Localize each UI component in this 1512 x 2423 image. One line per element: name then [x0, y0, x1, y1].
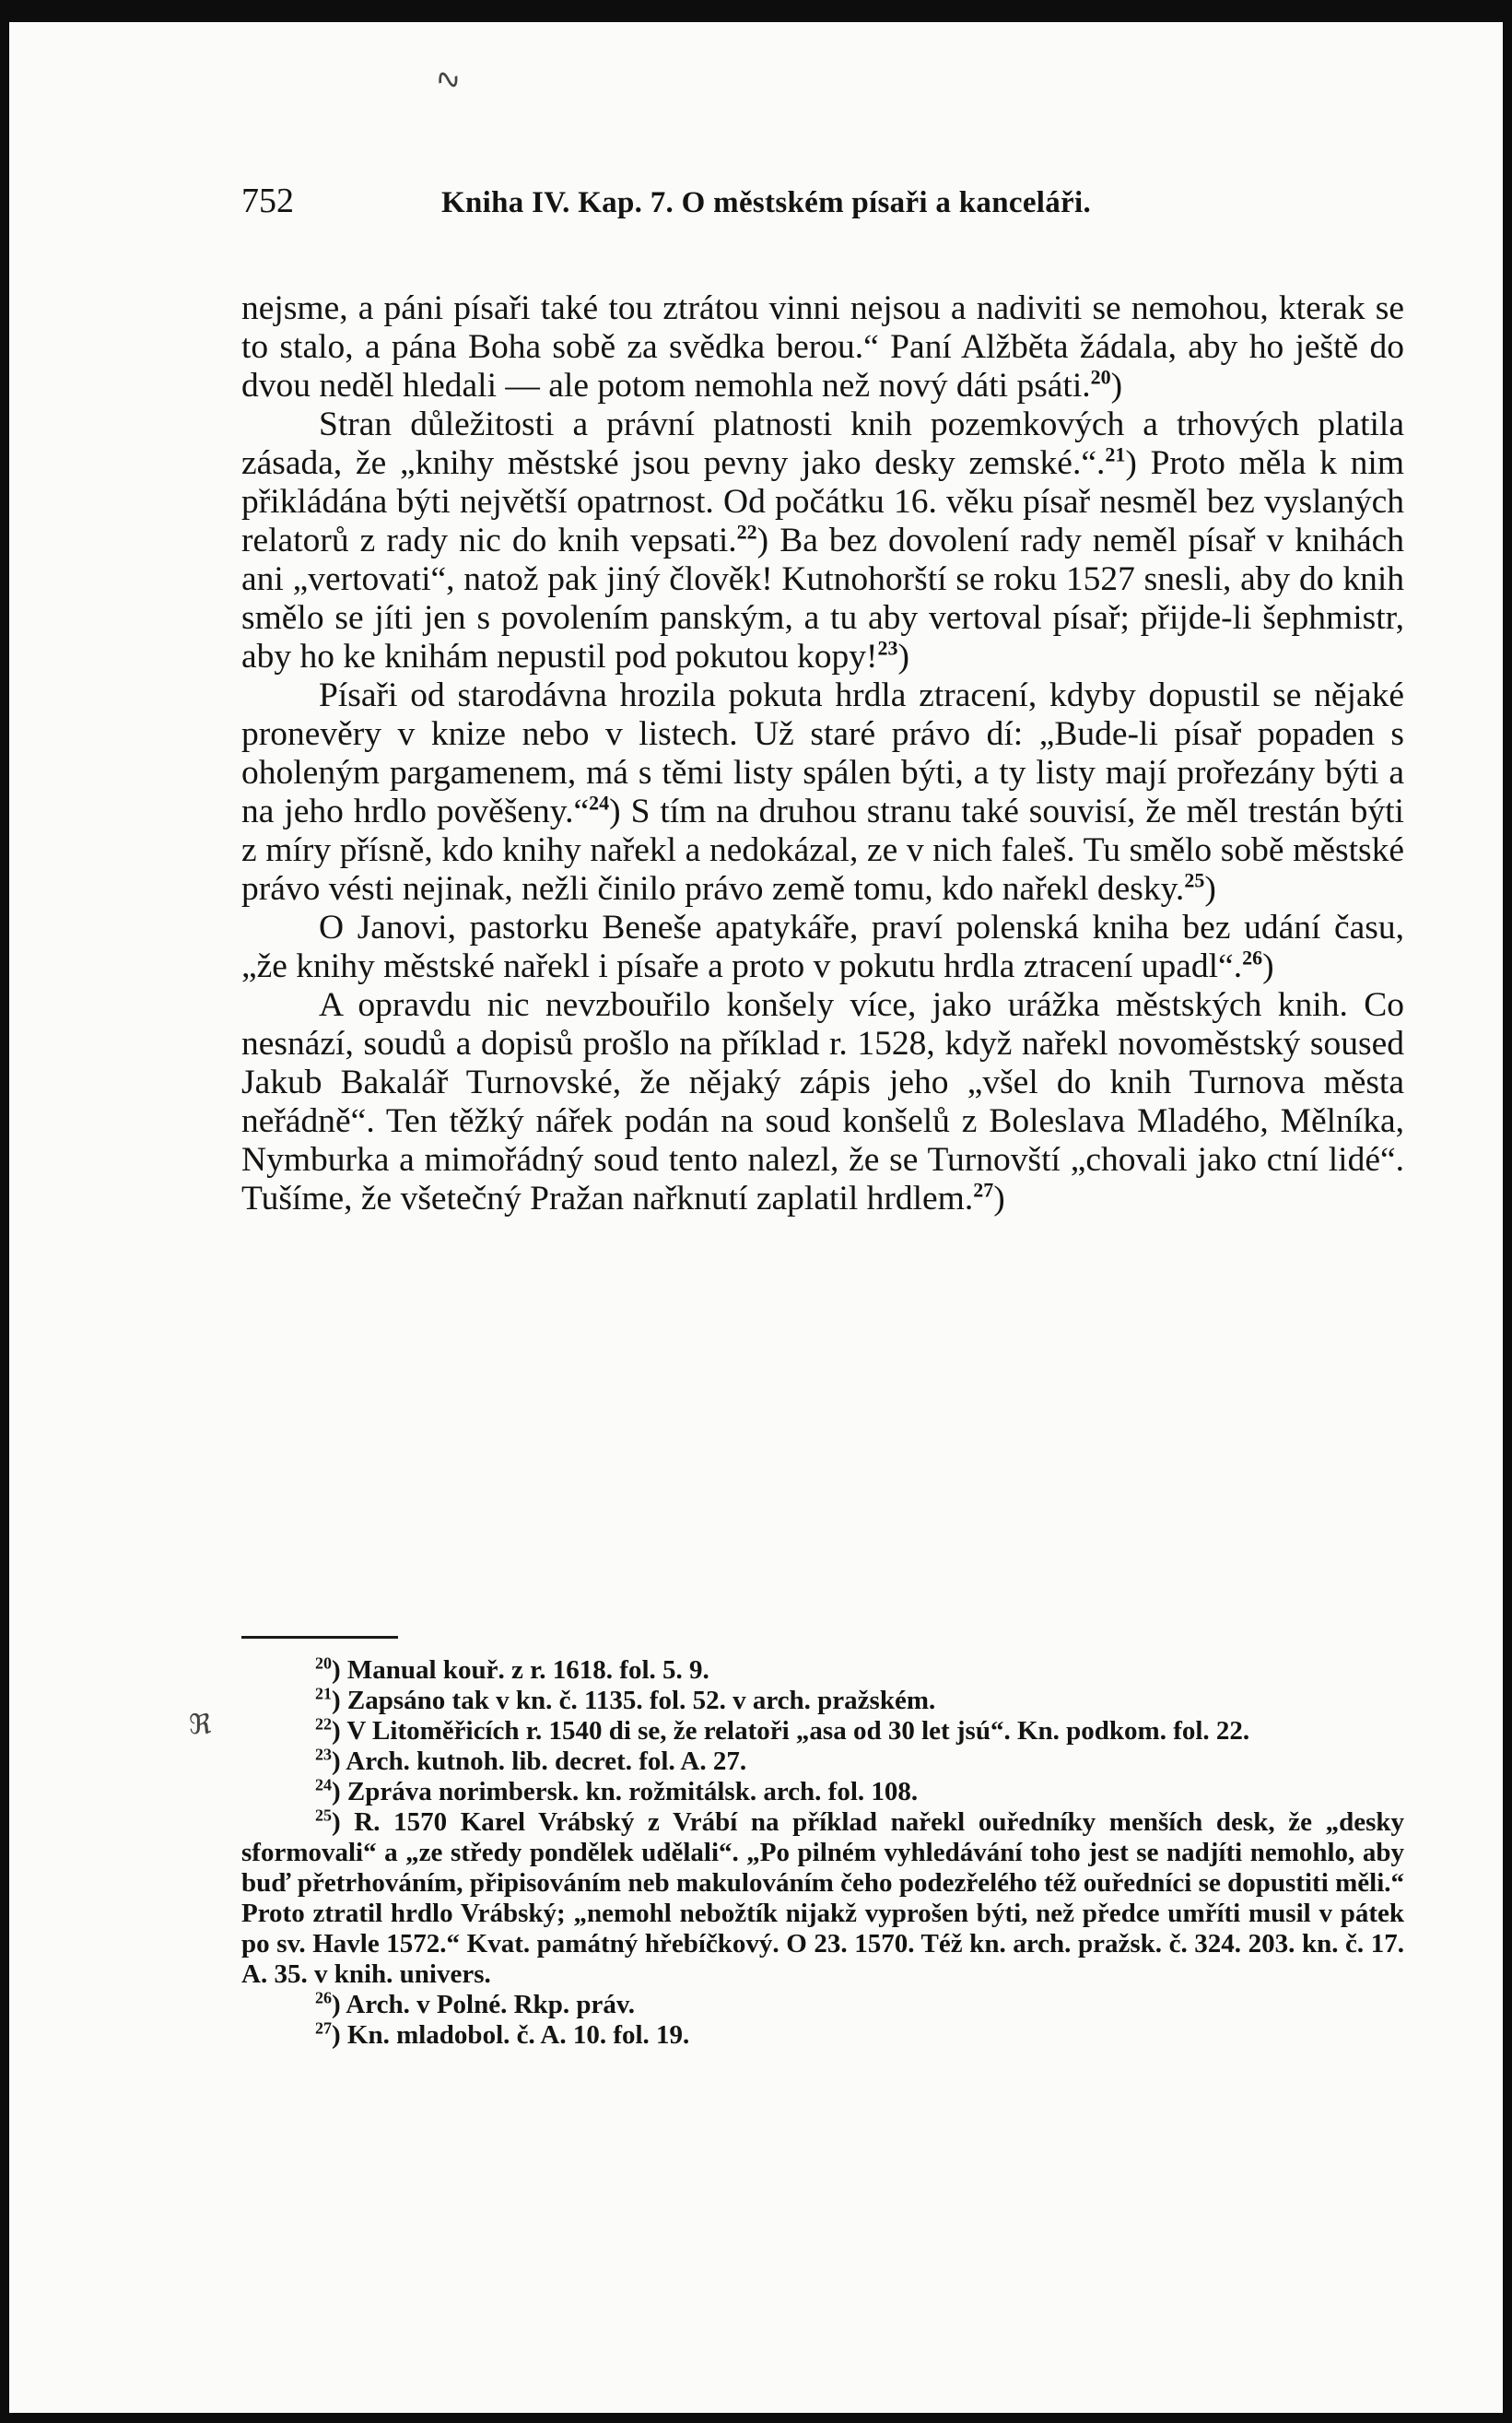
- paragraph-text: ): [1262, 947, 1274, 985]
- running-title: Kniha IV. Kap. 7. O městském písaři a kanceláři.: [441, 186, 1092, 219]
- footnote-number: 26: [315, 1988, 332, 2007]
- paragraph: [241, 676, 1404, 909]
- margin-mark: ℜ: [189, 1709, 212, 1741]
- footnote-text: ) Arch. kutnoh. lib. decret. fol. A. 27.: [332, 1747, 747, 1776]
- footnote-number: 20: [315, 1653, 332, 1673]
- footnote-number: 27: [315, 2018, 332, 2038]
- footnote-text: ) Zapsáno tak v kn. č. 1135. fol. 52. v arch. pražském.: [332, 1686, 936, 1715]
- book-page: [9, 22, 1503, 2413]
- paragraph: [241, 406, 1404, 676]
- paragraph: [241, 986, 1404, 1218]
- page-number: 752: [241, 182, 294, 220]
- footnote-text: ) V Litoměřicích r. 1540 di se, že relatoři „asa od 30 let jsú“. Kn. podkom. fol. 22.: [332, 1716, 1250, 1746]
- footnote-text: ) Zpráva norimbersk. kn. rožmitálsk. arch. fol. 108.: [332, 1777, 919, 1806]
- footnote-reference: 26: [1242, 946, 1263, 970]
- footnote-reference: 23: [877, 636, 898, 660]
- footnote-number: 21: [315, 1684, 332, 1703]
- footnote: [241, 1655, 1404, 1686]
- footnote-reference: 21: [1105, 442, 1126, 466]
- footnote-text: ) Kn. mladobol. č. A. 10. fol. 19.: [332, 2020, 690, 2050]
- paragraph-text: ) Ba bez dovolení rady neměl písař v knihách ani „vertovati“, natož pak jiný člověk! Kutnohorští se roku 1527 snesli, aby do knih smělo se jíti jen s povolením panským, a tu aby vertoval písař; přijde-li šephmistr, aby ho ke knihám nepustil pod pokutou kopy!: [241, 522, 1404, 676]
- paragraph-text: ): [1110, 367, 1123, 405]
- footnote-reference: 25: [1184, 868, 1205, 892]
- pencil-scribble-mark: ∿: [430, 57, 466, 101]
- footnote: [241, 1747, 1404, 1777]
- paragraph-text: ): [1204, 870, 1216, 908]
- footnote-divider: [241, 1636, 398, 1639]
- footnote-reference: 27: [973, 1178, 994, 1202]
- footnote-number: 24: [315, 1775, 332, 1794]
- paragraph: [241, 289, 1404, 406]
- footnote-reference: 24: [589, 791, 610, 815]
- footnote-number: 22: [315, 1714, 332, 1734]
- paragraph-text: O Janovi, pastorku Beneše apatykáře, praví polenská kniha bez udání času, „že knihy městské nařekl i písaře a proto v pokutu hrdla ztracení upadl“.: [241, 909, 1404, 985]
- paragraph-text: ) S tím na druhou stranu také souvisí, že měl trestán býti z míry přísně, kdo knihy nařekl a nedokázal, ze v nich faleš. Tu smělo sobě městské právo vésti nejinak, nežli činilo právo země tomu, kdo nařekl desky.: [241, 793, 1404, 908]
- paragraph-text: ) Proto měla k nim přikládána býti největší opatrnost. Od počátku 16. věku písař nesměl bez vyslaných relatorů z rady nic do knih vepsati.: [241, 444, 1404, 559]
- footnote-reference: 22: [736, 520, 757, 544]
- paragraph-text: A opravdu nic nevzbouřilo konšely více, jako urážka městských knih. Co nesnází, soudů a dopisů prošlo na příklad r. 1528, když nařekl novoměstský soused Jakub Bakalář Turnovské, že nějaký zápis jeho „všel do knih Turnova města neřádně“. Ten těžký nářek podán na soud konšelů z Boleslava Mladého, Mělníka, Nymburka a mimořádný soud tento nalezl, že se Turnovští „chovali jako ctní lidé“. Tušíme, že všetečný Pražan nařknutí zaplatil hrdlem.: [241, 986, 1404, 1217]
- footnote-number: 25: [315, 1805, 332, 1825]
- paragraph-text: Písaři od starodávna hrozila pokuta hrdla ztracení, kdyby dopustil se nějaké pronevěry v knize nebo v listech. Už staré právo dí: „Bude-li písař popaden s oholeným pargamenem, má s těmi listy spálen býti, a ty listy mají prořezány býti a na jeho hrdlo pověšeny.“: [241, 676, 1404, 830]
- paragraph: [241, 909, 1404, 986]
- footnote-reference: 20: [1090, 365, 1111, 389]
- body-text: [241, 289, 1404, 1218]
- footnote-number: 23: [315, 1745, 332, 1764]
- footnote: [241, 1777, 1404, 1807]
- footnote: [241, 2020, 1404, 2051]
- footnote: [241, 1716, 1404, 1747]
- footnote: [241, 1990, 1404, 2020]
- paragraph-text: Stran důležitosti a právní platnosti knih pozemkových a trhových platila zásada, že „knihy městské jsou pevny jako desky zemské.“.: [241, 406, 1404, 482]
- paragraph-text: ): [993, 1180, 1005, 1217]
- footnotes: [241, 1655, 1404, 2051]
- footnote: [241, 1807, 1404, 1990]
- footnote: [241, 1686, 1404, 1716]
- paragraph-text: ): [897, 638, 910, 676]
- paragraph-text: nejsme, a páni písaři také tou ztrátou vinni nejsou a nadiviti se nemohou, kterak se to stalo, a pána Boha sobě za svědka berou.“ Paní Alžběta žádala, aby ho ještě do dvou neděl hledali — ale potom nemohla než nový dáti psáti.: [241, 289, 1404, 405]
- footnote-text: ) R. 1570 Karel Vrábský z Vrábí na příklad nařekl ouředníky menších desk, že „desky sformovali“ a „ze středy pondělek udělali“. „Po pilném vyhledávání toho jest se nadjíti nemohlo, aby buď přetrhováním, připisováním neb makulováním čeho podezřelého též ouředníci se dopustiti měli.“ Proto ztratil hrdlo Vrábský; „nemohl nebožtík nijakž vyprošen býti, než předce umříti musil v pátek po sv. Havle 1572.“ Kvat. památný hřebíčkový. O 23. 1570. Též kn. arch. pražsk. č. 324. 203. kn. č. 17. A. 35. v knih. univers.: [241, 1807, 1404, 1989]
- footnote-text: ) Arch. v Polné. Rkp. práv.: [332, 1990, 635, 2019]
- footnote-text: ) Manual kouř. z r. 1618. fol. 5. 9.: [332, 1655, 709, 1685]
